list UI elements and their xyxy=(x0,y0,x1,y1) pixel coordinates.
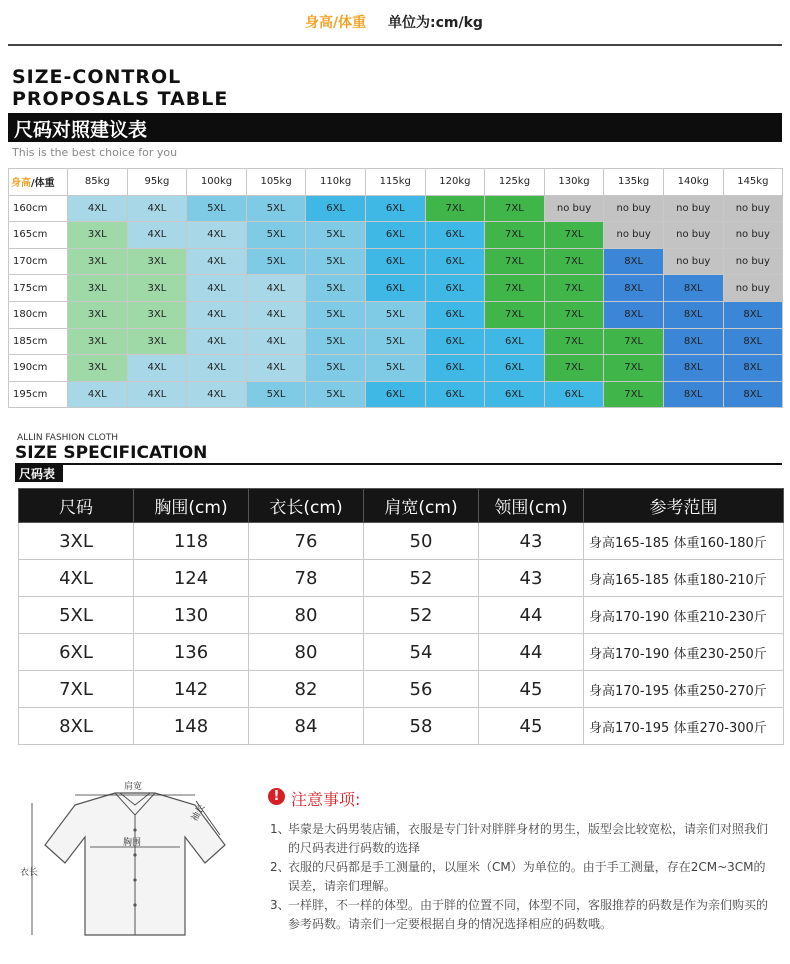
table-row xyxy=(9,222,783,249)
size-cell: no buy xyxy=(604,195,664,222)
size-cell: 4XL xyxy=(187,222,247,249)
notice-item-text: 衣服的尺码都是手工测量的，以厘米（CM）为单位的。由于手工测量，存在2CM~3CM的误差，请亲们理解。 xyxy=(288,860,766,893)
spec-title: SIZE SPECIFICATION xyxy=(15,443,208,463)
measure-cell: 56 xyxy=(364,671,479,708)
size-cell: 7XL xyxy=(544,301,604,328)
measure-cell: 148 xyxy=(134,708,249,745)
size-cell: 3XL xyxy=(68,355,128,382)
measure-cell: 130 xyxy=(134,597,249,634)
height-header: 160cm xyxy=(9,195,68,222)
size-cell: 8XL xyxy=(663,275,723,302)
unit-label: 身高/体重 xyxy=(305,15,367,31)
chest-label: 胸围 xyxy=(123,838,142,848)
size-cell: 7XL xyxy=(485,222,545,249)
size-cell: 3XL xyxy=(127,301,187,328)
length-label: 衣长 xyxy=(20,868,39,878)
size-label-cell: 7XL xyxy=(19,671,134,708)
weight-header: 85kg xyxy=(68,169,128,196)
size-cell: 6XL xyxy=(425,381,485,408)
sleeve-label: 袖长 xyxy=(189,802,208,824)
proposal-cn-banner xyxy=(8,113,782,142)
corner-weight-label: /体重 xyxy=(31,178,55,190)
size-cell: 4XL xyxy=(127,222,187,249)
size-cell: 5XL xyxy=(306,275,366,302)
size-label-cell: 5XL xyxy=(19,597,134,634)
measure-cell: 52 xyxy=(364,597,479,634)
size-cell: 5XL xyxy=(306,248,366,275)
size-cell: 4XL xyxy=(246,355,306,382)
size-cell: 6XL xyxy=(425,355,485,382)
weight-header: 105kg xyxy=(246,169,306,196)
notice-item-number: 1、 xyxy=(270,822,290,836)
size-cell: no buy xyxy=(723,195,783,222)
size-cell: 5XL xyxy=(246,381,306,408)
reference-range-cell: 身高170-195 体重270-300斤 xyxy=(584,708,784,745)
measure-cell: 118 xyxy=(134,523,249,560)
measure-cell: 124 xyxy=(134,560,249,597)
size-cell: 3XL xyxy=(68,301,128,328)
size-cell: 7XL xyxy=(604,355,664,382)
table-header-row xyxy=(9,169,783,196)
measure-cell: 44 xyxy=(479,597,584,634)
size-cell: no buy xyxy=(723,275,783,302)
weight-header: 135kg xyxy=(604,169,664,196)
reference-range-cell: 身高165-185 体重180-210斤 xyxy=(584,560,784,597)
table-row xyxy=(9,301,783,328)
notice-title: 注意事项: xyxy=(291,790,361,809)
size-cell: 8XL xyxy=(723,381,783,408)
size-cell: 4XL xyxy=(187,301,247,328)
size-cell: 3XL xyxy=(68,328,128,355)
measure-cell: 82 xyxy=(249,671,364,708)
size-cell: 7XL xyxy=(485,195,545,222)
weight-header: 140kg xyxy=(663,169,723,196)
measure-cell: 78 xyxy=(249,560,364,597)
size-cell: 8XL xyxy=(723,301,783,328)
unit-text: 单位为:cm/kg xyxy=(388,15,483,31)
size-cell: 8XL xyxy=(723,328,783,355)
size-cell: 4XL xyxy=(246,275,306,302)
size-cell: 7XL xyxy=(544,222,604,249)
size-cell: 8XL xyxy=(663,301,723,328)
size-cell: 4XL xyxy=(127,355,187,382)
measure-cell: 80 xyxy=(249,634,364,671)
size-cell: 3XL xyxy=(68,275,128,302)
reference-range-cell: 身高165-185 体重160-180斤 xyxy=(584,523,784,560)
size-cell: 5XL xyxy=(246,195,306,222)
measure-cell: 80 xyxy=(249,597,364,634)
notice-item-number: 3、 xyxy=(270,898,290,912)
spec-tab xyxy=(15,464,63,482)
size-cell: 6XL xyxy=(425,275,485,302)
measure-cell: 44 xyxy=(479,634,584,671)
height-header: 190cm xyxy=(9,355,68,382)
size-cell: no buy xyxy=(663,248,723,275)
size-cell: 6XL xyxy=(425,248,485,275)
size-cell: 4XL xyxy=(187,381,247,408)
reference-range-cell: 身高170-195 体重250-270斤 xyxy=(584,671,784,708)
measure-cell: 45 xyxy=(479,671,584,708)
size-cell: no buy xyxy=(723,248,783,275)
size-cell: 4XL xyxy=(68,195,128,222)
size-cell: 5XL xyxy=(187,195,247,222)
table-row xyxy=(19,634,784,671)
size-cell: 6XL xyxy=(485,355,545,382)
notice-item xyxy=(270,820,770,858)
size-cell: 5XL xyxy=(306,355,366,382)
table-row xyxy=(9,381,783,408)
shirt-measure-diagram xyxy=(20,775,245,945)
size-cell: 7XL xyxy=(544,248,604,275)
measure-cell: 142 xyxy=(134,671,249,708)
size-cell: 7XL xyxy=(544,355,604,382)
proposal-cn-title: 尺码对照建议表 xyxy=(14,119,148,141)
table-row xyxy=(19,708,784,745)
height-header: 170cm xyxy=(9,248,68,275)
table-row xyxy=(19,560,784,597)
size-cell: 4XL xyxy=(187,275,247,302)
size-cell: 3XL xyxy=(68,248,128,275)
size-cell: 4XL xyxy=(187,328,247,355)
weight-header: 145kg xyxy=(723,169,783,196)
weight-header: 110kg xyxy=(306,169,366,196)
size-cell: 6XL xyxy=(544,381,604,408)
size-cell: 5XL xyxy=(365,301,425,328)
size-label-cell: 3XL xyxy=(19,523,134,560)
notice-item-text: 一样胖，不一样的体型。由于胖的位置不同，体型不同，客服推荐的码数是作为亲们购买的参考码数。请亲们一定要根据自身的情况选择相应的码数哦。 xyxy=(288,898,769,931)
measure-cell: 58 xyxy=(364,708,479,745)
size-cell: no buy xyxy=(723,222,783,249)
reference-range-cell: 身高170-190 体重210-230斤 xyxy=(584,597,784,634)
proposal-title-line2: PROPOSALS TABLE xyxy=(12,88,229,110)
size-cell: no buy xyxy=(663,195,723,222)
table-row xyxy=(9,355,783,382)
spec-column-header: 衣长(cm) xyxy=(249,489,364,523)
divider xyxy=(15,463,782,465)
table-row xyxy=(9,275,783,302)
size-cell: 8XL xyxy=(723,355,783,382)
size-cell: 6XL xyxy=(306,195,366,222)
spec-column-header: 参考范围 xyxy=(584,489,784,523)
notice-item-text: 毕蒙是大码男装店铺，衣服是专门针对胖胖身材的男生，版型会比较宽松，请亲们对照我们的尺码表进行码数的选择 xyxy=(288,822,769,855)
size-cell: 5XL xyxy=(306,381,366,408)
table-row xyxy=(19,671,784,708)
size-cell: 5XL xyxy=(365,355,425,382)
size-cell: 6XL xyxy=(365,222,425,249)
spec-column-header: 领围(cm) xyxy=(479,489,584,523)
size-cell: 8XL xyxy=(604,248,664,275)
measure-cell: 136 xyxy=(134,634,249,671)
size-cell: 5XL xyxy=(246,248,306,275)
size-cell: 8XL xyxy=(663,355,723,382)
measure-cell: 84 xyxy=(249,708,364,745)
size-cell: 7XL xyxy=(425,195,485,222)
size-cell: 3XL xyxy=(68,222,128,249)
weight-header: 100kg xyxy=(187,169,247,196)
size-cell: 6XL xyxy=(485,328,545,355)
size-cell: 6XL xyxy=(365,275,425,302)
size-cell: 4XL xyxy=(246,328,306,355)
size-cell: 4XL xyxy=(187,355,247,382)
proposal-title-line1: SIZE-CONTROL xyxy=(12,66,182,88)
notice-item xyxy=(270,896,770,934)
table-row xyxy=(9,328,783,355)
measure-cell: 76 xyxy=(249,523,364,560)
table-row xyxy=(9,248,783,275)
size-cell: 4XL xyxy=(127,195,187,222)
warning-icon: ! xyxy=(268,788,285,805)
size-cell: 8XL xyxy=(663,381,723,408)
size-cell: 3XL xyxy=(127,275,187,302)
spec-column-header: 胸围(cm) xyxy=(134,489,249,523)
weight-header: 125kg xyxy=(485,169,545,196)
size-cell: 5XL xyxy=(365,328,425,355)
brand-label: ALLIN FASHION CLOTH xyxy=(17,433,119,443)
spec-column-header: 尺码 xyxy=(19,489,134,523)
reference-range-cell: 身高170-190 体重230-250斤 xyxy=(584,634,784,671)
size-cell: 8XL xyxy=(604,275,664,302)
proposal-tagline: This is the best choice for you xyxy=(12,146,178,159)
table-row xyxy=(9,195,783,222)
notice-item xyxy=(270,858,770,896)
size-cell: 3XL xyxy=(127,248,187,275)
size-cell: 6XL xyxy=(485,381,545,408)
height-header: 165cm xyxy=(9,222,68,249)
size-cell: 6XL xyxy=(365,248,425,275)
size-cell: 7XL xyxy=(604,328,664,355)
size-cell: no buy xyxy=(604,222,664,249)
size-cell: 4XL xyxy=(187,248,247,275)
height-header: 185cm xyxy=(9,328,68,355)
size-cell: 5XL xyxy=(306,222,366,249)
weight-header: 130kg xyxy=(544,169,604,196)
size-cell: 5XL xyxy=(246,222,306,249)
size-cell: 8XL xyxy=(663,328,723,355)
height-header: 180cm xyxy=(9,301,68,328)
size-cell: 7XL xyxy=(485,248,545,275)
size-cell: 7XL xyxy=(485,301,545,328)
size-label-cell: 4XL xyxy=(19,560,134,597)
measure-cell: 50 xyxy=(364,523,479,560)
size-cell: 6XL xyxy=(365,381,425,408)
measure-cell: 54 xyxy=(364,634,479,671)
size-cell: 6XL xyxy=(425,301,485,328)
size-cell: 7XL xyxy=(544,275,604,302)
size-cell: no buy xyxy=(663,222,723,249)
size-cell: 6XL xyxy=(425,222,485,249)
shoulder-label: 肩宽 xyxy=(124,782,143,792)
table-row xyxy=(19,597,784,634)
size-cell: 7XL xyxy=(604,381,664,408)
spec-tab-label: 尺码表 xyxy=(19,467,56,481)
size-cell: 7XL xyxy=(544,328,604,355)
measure-cell: 43 xyxy=(479,523,584,560)
divider xyxy=(8,44,782,46)
size-cell: 5XL xyxy=(306,328,366,355)
measure-cell: 43 xyxy=(479,560,584,597)
size-cell: 4XL xyxy=(68,381,128,408)
size-cell: 5XL xyxy=(306,301,366,328)
size-cell: 8XL xyxy=(604,301,664,328)
measure-cell: 52 xyxy=(364,560,479,597)
size-label-cell: 8XL xyxy=(19,708,134,745)
size-spec-table xyxy=(18,488,784,745)
notice-item-number: 2、 xyxy=(270,860,290,874)
size-cell: 4XL xyxy=(127,381,187,408)
size-cell: 7XL xyxy=(485,275,545,302)
size-cell: 6XL xyxy=(365,195,425,222)
measure-cell: 45 xyxy=(479,708,584,745)
height-header: 195cm xyxy=(9,381,68,408)
size-cell: 6XL xyxy=(425,328,485,355)
weight-header: 115kg xyxy=(365,169,425,196)
spec-column-header: 肩宽(cm) xyxy=(364,489,479,523)
unit-header xyxy=(0,0,790,40)
height-header: 175cm xyxy=(9,275,68,302)
size-label-cell: 6XL xyxy=(19,634,134,671)
table-header-row xyxy=(19,489,784,523)
size-cell: no buy xyxy=(544,195,604,222)
size-proposal-table xyxy=(8,168,783,408)
weight-header: 120kg xyxy=(425,169,485,196)
size-cell: 3XL xyxy=(127,328,187,355)
weight-header: 95kg xyxy=(127,169,187,196)
corner-cell xyxy=(9,169,68,196)
corner-height-label: 身高 xyxy=(11,178,31,190)
table-row xyxy=(19,523,784,560)
size-cell: 4XL xyxy=(246,301,306,328)
